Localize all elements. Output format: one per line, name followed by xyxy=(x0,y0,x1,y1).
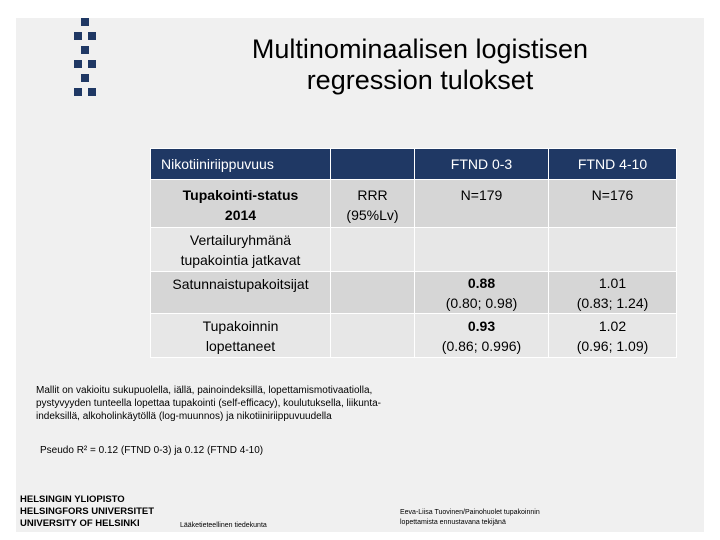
rrr-line: (95%Lv) xyxy=(346,207,399,223)
confidence-interval: (0.86; 0.996) xyxy=(441,337,522,354)
value-cell xyxy=(549,314,677,358)
n-cell: N=176 xyxy=(549,180,677,228)
row-label-cell xyxy=(151,272,331,314)
estimate-value: 1.01 xyxy=(598,274,627,291)
results-table xyxy=(150,148,677,358)
table-row xyxy=(151,180,677,228)
reference-cell xyxy=(151,228,331,272)
slide-title xyxy=(180,34,660,96)
university-name-line: HELSINGFORS UNIVERSITET xyxy=(20,506,155,517)
estimate-value: 0.93 xyxy=(467,317,496,334)
faculty-name: Lääketieteellinen tiedekunta xyxy=(180,522,267,529)
confidence-interval: (0.80; 0.98) xyxy=(445,294,518,311)
author-credit xyxy=(400,508,540,528)
confidence-interval: (0.83; 1.24) xyxy=(576,294,649,311)
row-label-line: Tupakoinnin xyxy=(202,317,279,334)
row-label-cell xyxy=(151,314,331,358)
university-logo-icon xyxy=(70,18,100,108)
n-cell: N=179 xyxy=(415,180,549,228)
model-note xyxy=(36,384,456,423)
note-line: pystyvyyden tunteella lopettaa tupakointi (self-efficacy), koulutuksella, liikunta- xyxy=(36,398,381,409)
table-row xyxy=(151,314,677,358)
university-name-line: UNIVERSITY OF HELSINKI xyxy=(20,518,140,529)
author-line: Eeva-Liisa Tuovinen/Painohuolet tupakoinnin xyxy=(400,509,540,516)
value-cell xyxy=(415,314,549,358)
author-line: lopettamista ennustavana tekijänä xyxy=(400,519,506,526)
title-line-2: regression tulokset xyxy=(306,65,534,95)
header-cell: Nikotiiniriippuvuus xyxy=(151,149,331,180)
university-name-line: HELSINGIN YLIOPISTO xyxy=(20,494,125,505)
status-label-line: Tupakointi-status xyxy=(182,187,299,203)
title-line-1: Multinominaalisen logistisen xyxy=(251,34,589,64)
empty-cell xyxy=(331,314,415,358)
empty-cell xyxy=(549,228,677,272)
table-row xyxy=(151,272,677,314)
reference-line: tupakointia jatkavat xyxy=(180,251,301,268)
pseudo-r2: Pseudo R² = 0.12 (FTND 0-3) ja 0.12 (FTND 4-10) xyxy=(40,445,264,456)
header-cell: FTND 4-10 xyxy=(549,149,677,180)
reference-line: Vertailuryhmänä xyxy=(189,231,292,248)
note-line: Mallit on vakioitu sukupuolella, iällä, painoindeksillä, lopettamismotivaatiolla, xyxy=(36,385,373,396)
rrr-cell xyxy=(331,180,415,228)
value-cell xyxy=(549,272,677,314)
table-header-row xyxy=(151,149,677,180)
note-line: indeksillä, alkoholinkäytöllä (log-muunnos) ja nikotiiniriippuvuudella xyxy=(36,411,332,422)
status-label-cell xyxy=(151,180,331,228)
row-label-line: lopettaneet xyxy=(205,337,276,354)
row-label-line: Satunnaistupakoitsijat xyxy=(172,276,309,292)
empty-cell xyxy=(331,228,415,272)
estimate-value: 0.88 xyxy=(467,274,496,291)
estimate-value: 1.02 xyxy=(598,317,627,334)
value-cell xyxy=(415,272,549,314)
empty-cell xyxy=(331,272,415,314)
confidence-interval: (0.96; 1.09) xyxy=(576,337,649,354)
header-cell: FTND 0-3 xyxy=(415,149,549,180)
rrr-line: RRR xyxy=(357,187,388,203)
status-label-line: 2014 xyxy=(224,207,257,223)
empty-cell xyxy=(415,228,549,272)
university-name xyxy=(20,494,154,530)
table-row xyxy=(151,228,677,272)
header-cell xyxy=(331,149,415,180)
